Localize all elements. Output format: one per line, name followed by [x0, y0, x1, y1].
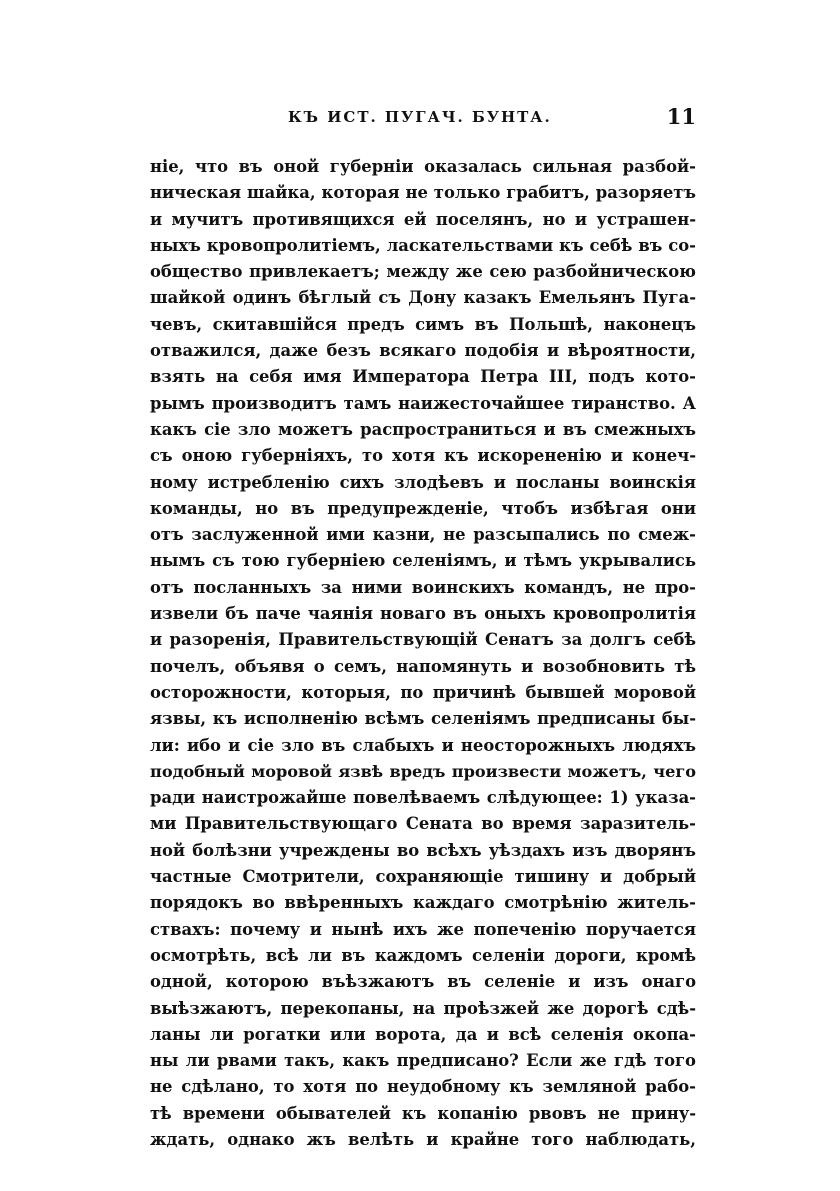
text-line: отъ посланныхъ за ними воинскихъ командъ, не про- — [150, 577, 696, 597]
text-line: ради наистрожайше повелѣваемъ слѣдующее: 1) указа- — [150, 788, 696, 808]
text-line: ныхъ кровопролитіемъ, ласкательствами къ себѣ въ со- — [150, 235, 696, 255]
text-line: и мучитъ противящихся ей поселянъ, но и устрашен- — [150, 209, 696, 229]
text-line: и разоренія, Правительствующій Сенатъ за долгъ себѣ — [150, 630, 696, 650]
text-line: извели бъ паче чаянія новаго въ оныхъ кровопролитія — [150, 604, 696, 624]
text-line: какъ сіе зло можетъ распространиться и въ смежныхъ — [150, 419, 696, 439]
text-line: отъ заслуженной ими казни, не разсыпались по смеж- — [150, 525, 696, 545]
text-line: одной, которою въѣзжаютъ въ селеніе и изъ онаго — [150, 972, 696, 992]
text-line: ждать, однако жъ велѣть и крайне того наблюдать, — [150, 1129, 696, 1149]
text-line: тѣ времени обывателей къ копанію рвовъ не прину- — [150, 1103, 696, 1123]
text-line: ническая шайка, которая не только грабитъ, разоряетъ — [150, 183, 696, 203]
running-head — [150, 104, 696, 134]
text-line: взять на себя имя Императора Петра III, подъ кото- — [150, 367, 696, 387]
text-line: частные Смотрители, сохраняющіе тишину и добрый — [150, 867, 696, 887]
text-line: нымъ съ тою губерніею селеніямъ, и тѣмъ укрывались — [150, 551, 696, 571]
running-title: КЪ ИСТ. ПУГАЧ. БУНТА. — [288, 108, 552, 126]
text-line: выѣзжаютъ, перекопаны, на проѣзжей же дорогѣ сдѣ- — [150, 998, 696, 1018]
body-text — [150, 154, 696, 1153]
text-line: порядокъ во ввѣренныхъ каждаго смотрѣнію житель- — [150, 893, 696, 913]
text-line: ланы ли рогатки или ворота, да и всѣ селенія окопа- — [150, 1024, 696, 1044]
text-line: ному истребленію сихъ злодѣевъ и посланы воинскія — [150, 472, 696, 492]
text-line: общество привлекаетъ; между же сею разбойническою — [150, 262, 696, 282]
text-line: почелъ, объявя о семъ, напомянуть и возобновить тѣ — [150, 656, 696, 676]
text-line: ми Правительствующаго Сената во время заразитель- — [150, 814, 696, 834]
text-line: ны ли рвами такъ, какъ предписано? Если же гдѣ того — [150, 1051, 696, 1071]
text-line: ствахъ: почему и нынѣ ихъ же попеченію поручается — [150, 919, 696, 939]
text-line: команды, но въ предупрежденіе, чтобъ избѣгая они — [150, 498, 696, 518]
text-line: осторожности, которыя, по причинѣ бывшей моровой — [150, 682, 696, 702]
text-line: ли: ибо и сіе зло въ слабыхъ и неосторожныхъ людяхъ — [150, 735, 696, 755]
text-line: ной болѣзни учреждены во всѣхъ уѣздахъ изъ дворянъ — [150, 840, 696, 860]
page-number: 11 — [666, 104, 696, 129]
text-line: рымъ производитъ тамъ наижесточайшее тиранство. А — [150, 393, 696, 413]
text-line: съ оною губерніяхъ, то хотя къ искорененію и конеч- — [150, 446, 696, 466]
text-line: язвы, къ исполненію всѣмъ селеніямъ предписаны бы- — [150, 709, 696, 729]
text-line: осмотрѣть, всѣ ли въ каждомъ селеніи дороги, кромѣ — [150, 945, 696, 965]
text-line: подобный моровой язвѣ вредъ произвести можетъ, чего — [150, 761, 696, 781]
text-line: не сдѣлано, то хотя по неудобному къ земляной рабо- — [150, 1077, 696, 1097]
text-line: чевъ, скитавшійся предъ симъ въ Польшѣ, наконецъ — [150, 314, 696, 334]
text-line: отважился, даже безъ всякаго подобія и вѣроятности, — [150, 341, 696, 361]
text-line: ніе, что въ оной губерніи оказалась сильная разбой- — [150, 157, 696, 176]
text-line: шайкой одинъ бѣглый съ Дону казакъ Емельянъ Пуга- — [150, 288, 696, 308]
